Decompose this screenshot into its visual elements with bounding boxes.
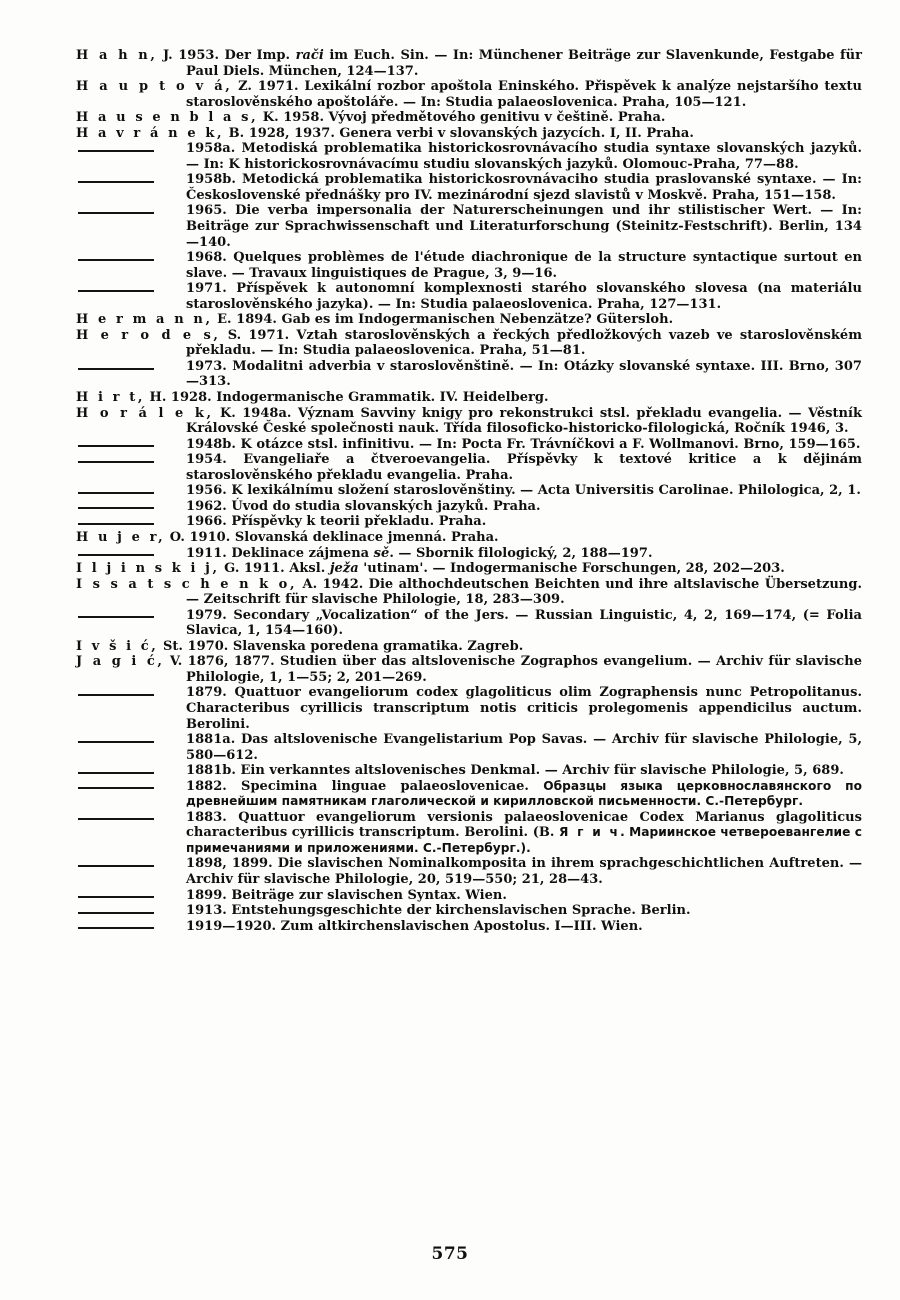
bibliography-entry <box>76 810 862 857</box>
repeated-author-rule <box>78 212 154 214</box>
entry-author: I s s a t s c h e n k o, <box>76 576 298 592</box>
bibliography-entry <box>76 654 862 685</box>
entry-author: H o r á l e k, <box>76 405 214 421</box>
bibliography-entry <box>76 779 862 810</box>
repeated-author-rule <box>78 865 154 867</box>
entry-text: V. 1876, 1877. Studien über das altslovenische Zographos evangelium. — Archiv für slavische Philologie, 1, 1—55; 2, 201—269. <box>164 654 862 685</box>
bibliography-entry <box>76 48 862 79</box>
repeated-author-rule <box>78 912 154 914</box>
bibliography-entry <box>76 561 862 577</box>
entry-text: G. 1911. Aksl. <box>219 561 330 577</box>
entry-text: 1882. Specimina linguae palaeoslovenicae. <box>186 778 544 794</box>
bibliography-entry <box>76 359 862 390</box>
repeated-author-rule <box>78 554 154 556</box>
entry-author: I l j i n s k i j, <box>76 561 220 577</box>
entry-text: 1962. Úvod do studia slovanských jazyků. Praha. <box>186 498 541 514</box>
repeated-author-rule <box>78 927 154 929</box>
page-number: 575 <box>431 1244 469 1264</box>
bibliography-entry <box>76 281 862 312</box>
entry-text: J. 1953. Der Imp. <box>157 48 296 63</box>
repeated-author-rule <box>78 181 154 183</box>
entry-cyrillic-text: Образцы языка церковнославянского по древнейшим памятникам глаголической и кирилловской письменности. С.-Петербург. <box>186 778 862 809</box>
entry-author: H a u s e n b l a s, <box>76 110 259 126</box>
repeated-author-rule <box>78 523 154 525</box>
entry-text: 1958a. Metodiská problematika historickosrovnávacího studia syntaxe slovanských jazyků. — In: K historickosrovnávacímu studiu slovanských jazyků. Olomouc-Praha, 77—88. <box>186 141 862 172</box>
entry-text: E. 1894. Gab es im Indogermanischen Nebenzätze? Gütersloh. <box>212 312 674 328</box>
repeated-author-rule <box>78 818 154 820</box>
bibliography-entry <box>76 79 862 110</box>
entry-text: 1899. Beiträge zur slavischen Syntax. Wien. <box>186 887 507 903</box>
entry-text: 1881b. Ein verkanntes altslovenisches Denkmal. — Archiv für slavische Philologie, 5, 689. <box>186 763 844 779</box>
entry-author: H e r o d e s, <box>76 327 221 343</box>
entry-text: 1911. Deklinace zájmena <box>186 545 374 561</box>
entry-author: I v š i ć, <box>76 638 159 654</box>
bibliography-entry <box>76 141 862 172</box>
bibliography-entry <box>76 685 862 732</box>
bibliography-entry <box>76 203 862 250</box>
entry-italic-term: sě <box>373 545 390 561</box>
entry-italic-term: rači <box>295 48 324 63</box>
repeated-author-rule <box>78 492 154 494</box>
entry-text: 1965. Die verba impersonalia der Naturerscheinungen und ihr stilistischer Wert. — In: Beiträge zur Sprachwissenschaft und Literaturforschung (Steinitz-Festschrift). Berlin, 134—140. <box>186 203 862 250</box>
entry-text: 1956. K lexikálnímu složení staroslověnštiny. — Acta Universitis Carolinae. Philologica, 2, 1. <box>186 483 861 499</box>
entry-text: St. 1970. Slavenska poredena gramatika. Zagreb. <box>158 638 524 654</box>
entry-text: K. 1948a. Význam Savviny knigy pro rekonstrukci stsl. překladu evangelia. — Věstník Královské České společnosti nauk. Třída filosoficko-historicko-filologická, Ročník 1946, 3. <box>186 405 862 437</box>
repeated-author-rule <box>78 616 154 618</box>
bibliography-entry <box>76 390 862 406</box>
entry-text: 1879. Quattuor evangeliorum codex glagoliticus olim Zographensis nunc Petropolitanus. Characteribus cyrillicis transcriptum notis criticis prolegomenis appendicilus auctum. Berolini. <box>186 685 862 732</box>
entry-text: 'utinam'. — Indogermanische Forschungen, 28, 202—203. <box>358 561 785 577</box>
entry-text: 1881a. Das altslovenische Evangelistarium Pop Savas. — Archiv für slavische Philologie, 5, 580—612. <box>186 732 862 763</box>
repeated-author-rule <box>78 507 154 509</box>
bibliography-entry <box>76 732 862 763</box>
repeated-author-rule <box>78 290 154 292</box>
entry-text: 1898, 1899. Die slavischen Nominalkomposita in ihrem sprachgeschichtlichen Auftreten. — Archiv für slavische Philologie, 20, 519—550; 21, 28—43. <box>186 856 862 887</box>
bibliography-entry <box>76 328 862 359</box>
bibliography-entry <box>76 499 862 515</box>
repeated-author-rule <box>78 445 154 447</box>
bibliography-entry <box>76 514 862 530</box>
entry-text: 1883. Quattuor evangeliorum versionis palaeoslovenicae Codex Marianus glagoliticus characteribus cyrillicis transcriptum. Berolini. (В. <box>186 809 862 841</box>
entry-author: H a h n, <box>76 48 158 63</box>
repeated-author-rule <box>78 694 154 696</box>
bibliography-entry <box>76 856 862 887</box>
entry-text: 1913. Entstehungsgeschichte der kirchenslavischen Sprache. Berlin. <box>186 903 691 919</box>
entry-text: 1966. Příspěvky k teorii překladu. Praha. <box>186 514 487 530</box>
bibliography-entry <box>76 639 862 655</box>
repeated-author-rule <box>78 461 154 463</box>
bibliography-entry <box>76 763 862 779</box>
repeated-author-rule <box>78 772 154 774</box>
entry-cyrillic-author: Я г и ч <box>559 825 621 840</box>
entry-text: B. 1928, 1937. Genera verbi v slovanských jazycích. I, II. Praha. <box>224 125 694 141</box>
bibliography-list <box>76 48 862 934</box>
bibliography-entry <box>76 577 862 608</box>
bibliography-entry <box>76 903 862 919</box>
bibliography-entry <box>76 888 862 904</box>
entry-author: H u j e r, <box>76 529 166 545</box>
repeated-author-rule <box>78 259 154 261</box>
entry-author: J a g i ć, <box>76 654 165 670</box>
entry-text: . — Sbornik filologický, 2, 188—197. <box>389 545 653 561</box>
entry-text: Z. 1971. Lexikální rozbor apoštola Eninského. Přispěvek k analýze nejstaršího textu staroslověnského apoštoláře. — In: Studia palaeoslovenica. Praha, 105—121. <box>186 79 862 110</box>
bibliography-entry <box>76 483 862 499</box>
bibliography-entry <box>76 919 862 935</box>
bibliography-entry <box>76 406 862 437</box>
repeated-author-rule <box>78 368 154 370</box>
bibliography-entry <box>76 437 862 453</box>
entry-text: H. 1928. Indogermanische Grammatik. IV. Heidelberg. <box>144 390 549 406</box>
entry-text: 1968. Quelques problèmes de l'étude diachronique de la structure syntactique surtout en slave. — Travaux linguistiques de Prague, 3, 9—16. <box>186 250 862 281</box>
repeated-author-rule <box>78 741 154 743</box>
entry-text: 1919—1920. Zum altkirchenslavischen Apostolus. I—III. Wien. <box>186 918 643 934</box>
entry-text: A. 1942. Die althochdeutschen Beichten und ihre altslavische Übersetzung. — Zeitschrift für slavische Philologie, 18, 283—309. <box>186 576 863 608</box>
entry-text: O. 1910. Slovanská deklinace jmenná. Praha. <box>165 529 499 545</box>
entry-text: 1973. Modalitni adverbia v staroslověnštině. — In: Otázky slovanské syntaxe. III. Brno, 307—313. <box>186 358 862 390</box>
bibliography-entry <box>76 452 862 483</box>
entry-text: 1979. Secondary „Vocalization“ of the Jers. — Russian Linguistic, 4, 2, 169—174, (= Folia Slavica, 1, 154—160). <box>186 607 862 639</box>
entry-text: 1971. Příspěvek k autonomní komplexnosti starého slovanského slovesa (na materiálu staroslověnského jazyka). — In: Studia palaeoslovenica. Praha, 127—131. <box>186 281 862 312</box>
entry-text: S. 1971. Vztah staroslověnských a řeckých předložkových vazeb ve staroslověnském překladu. — In: Studia palaeoslovenica. Praha, 51—81. <box>186 327 862 359</box>
bibliography-entry <box>76 172 862 203</box>
repeated-author-rule <box>78 150 154 152</box>
repeated-author-rule <box>78 896 154 898</box>
entry-text: 1948b. K otázce stsl. infinitivu. — In: Pocta Fr. Trávníčkovi a F. Wollmanovi. Brno, 159—165. <box>186 436 861 452</box>
entry-text: 1954. Evangeliaře a čtveroevangelia. Příspěvky k textové kritice a k dějinám staroslověnského překladu evangelia. Praha. <box>186 452 862 483</box>
entry-text: 1958b. Metodická problematika historickosrovnávaciho studia praslovanské syntaxe. — In: Československé přednášky pro IV. mezinárodní sjezd slavistů v Moskvě. Praha, 151—158. <box>186 172 862 203</box>
entry-author: H a v r á n e k, <box>76 125 225 141</box>
bibliography-entry <box>76 110 862 126</box>
entry-text: K. 1958. Vývoj předmětového genitivu v češtině. Praha. <box>258 110 666 126</box>
bibliography-entry <box>76 608 862 639</box>
entry-text: im Euch. Sin. — In: Münchener Beiträge zur Slavenkunde, Festgabe für Paul Diels. München, 124—137. <box>186 48 863 79</box>
entry-cyrillic-text: . Мариинское четвероевангелие с примечаниями и приложениями. С.-Петербург.). <box>186 825 862 855</box>
bibliography-entry <box>76 250 862 281</box>
bibliography-entry <box>76 312 862 328</box>
bibliography-entry <box>76 546 862 562</box>
entry-author: H e r m a n n, <box>76 312 213 328</box>
bibliography-entry <box>76 126 862 142</box>
entry-italic-term: ježa <box>329 561 359 577</box>
entry-author: H a u p t o v á, <box>76 79 233 95</box>
bibliography-entry <box>76 530 862 546</box>
entry-author: H i r t, <box>76 390 145 406</box>
repeated-author-rule <box>78 787 154 789</box>
